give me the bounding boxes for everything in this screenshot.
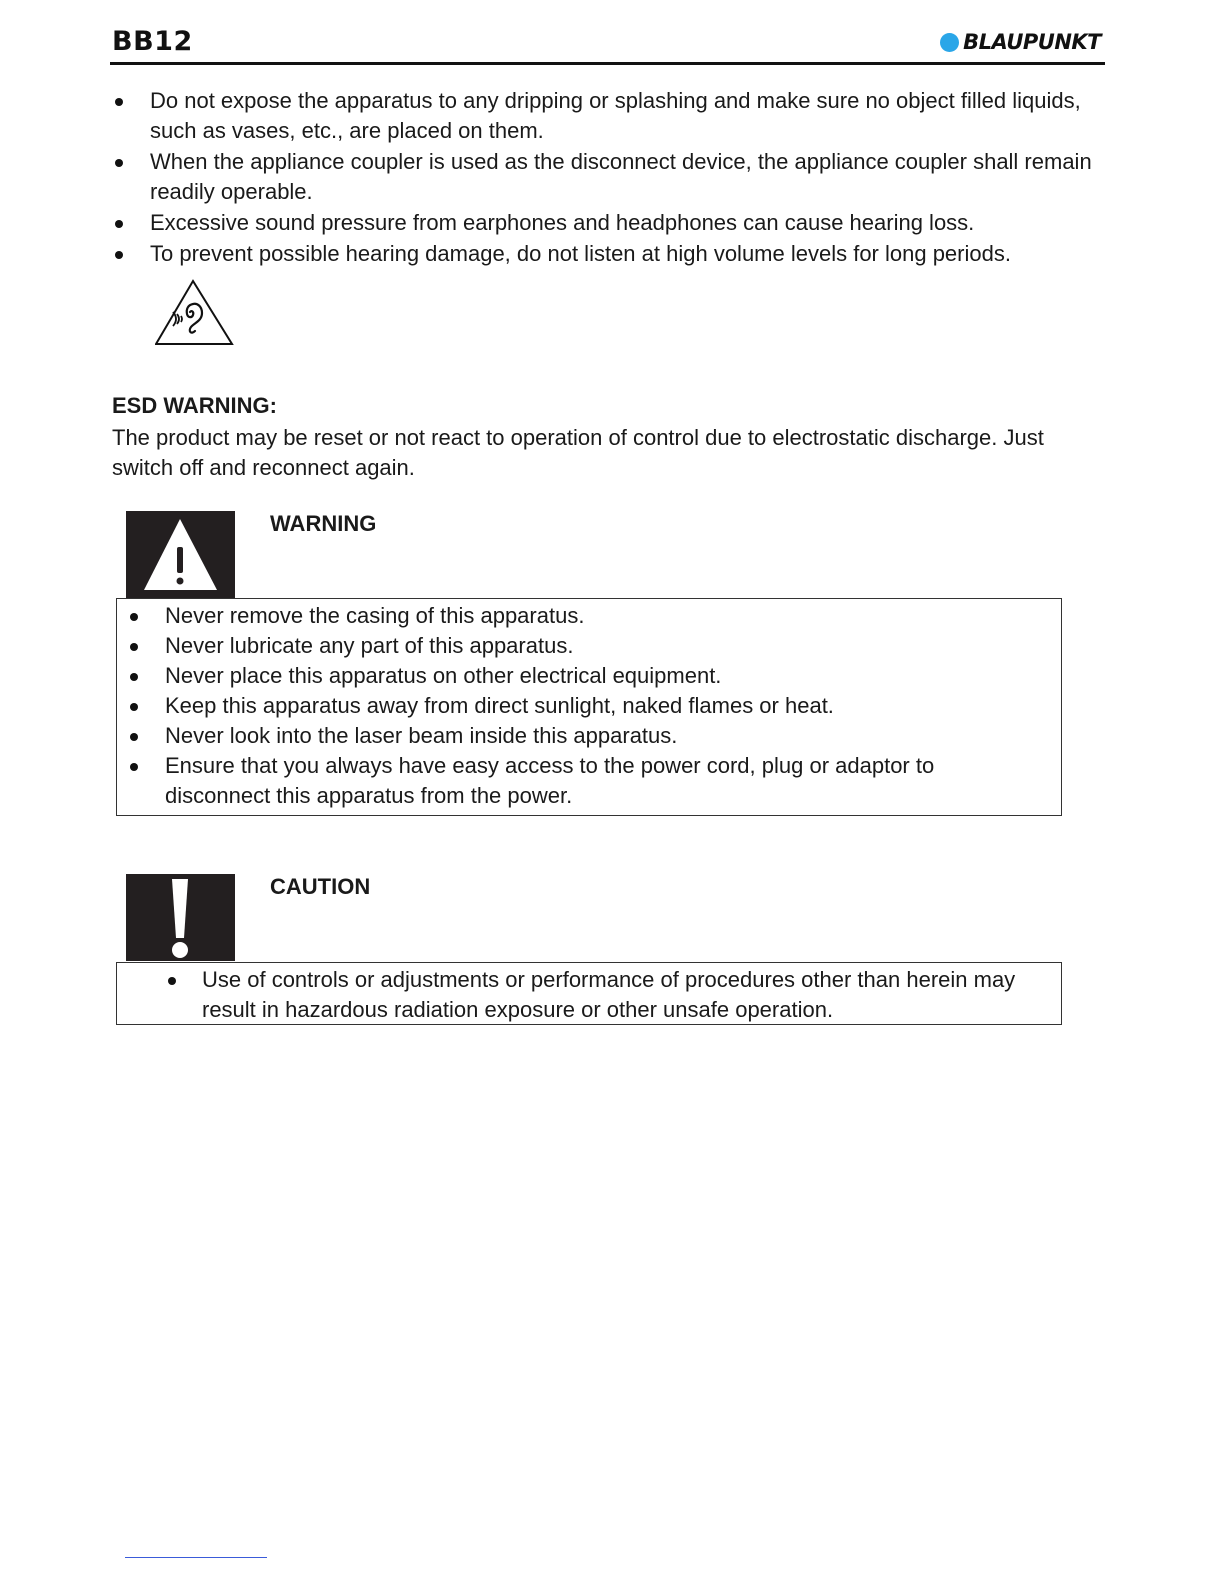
warning-title: WARNING <box>270 511 377 536</box>
brand-name: BLAUPUNKT <box>963 30 1101 54</box>
caution-list <box>117 965 1061 1025</box>
list-item: When the appliance coupler is used as the disconnect device, the appliance coupler shall remain readily operable. <box>113 147 1093 207</box>
list-item: Never place this apparatus on other electrical equipment. <box>117 661 1061 691</box>
list-item: Never look into the laser beam inside this apparatus. <box>117 721 1061 751</box>
caution-icon-box <box>126 874 235 961</box>
caution-title: CAUTION <box>270 874 371 899</box>
list-item: Keep this apparatus away from direct sunlight, naked flames or heat. <box>117 691 1061 721</box>
list-item: Do not expose the apparatus to any dripping or splashing and make sure no object filled liquids, such as vases, etc., are placed on them. <box>113 86 1093 146</box>
exclamation-icon <box>126 874 235 961</box>
list-item: Ensure that you always have easy access to the power cord, plug or adaptor to disconnect this apparatus from the power. <box>117 751 985 811</box>
model-name: BB12 <box>112 26 193 57</box>
brand-dot-icon <box>940 33 959 52</box>
list-item: Never remove the casing of this apparatus. <box>117 601 1061 631</box>
warning-list <box>117 601 1061 811</box>
caution-box <box>116 962 1062 1025</box>
warning-icon-box <box>126 511 235 598</box>
esd-text: The product may be reset or not react to operation of control due to electrostatic discharge. Just switch off and reconnect again. <box>112 425 1044 480</box>
page-header <box>110 26 1105 65</box>
list-item: To prevent possible hearing damage, do not listen at high volume levels for long periods. <box>113 239 1093 269</box>
list-item: Use of controls or adjustments or performance of procedures other than herein may result in hazardous radiation exposure or other unsafe operation. <box>117 965 1032 1025</box>
warning-box <box>116 598 1062 816</box>
list-item: Never lubricate any part of this apparatus. <box>117 631 1061 661</box>
hearing-damage-icon <box>155 279 235 347</box>
footer-divider <box>125 1557 267 1558</box>
list-item: Excessive sound pressure from earphones and headphones can cause hearing loss. <box>113 208 1093 238</box>
warning-triangle-icon <box>126 511 235 598</box>
safety-list <box>113 86 1093 270</box>
brand-logo <box>940 30 1101 54</box>
esd-title: ESD WARNING: <box>112 393 277 418</box>
